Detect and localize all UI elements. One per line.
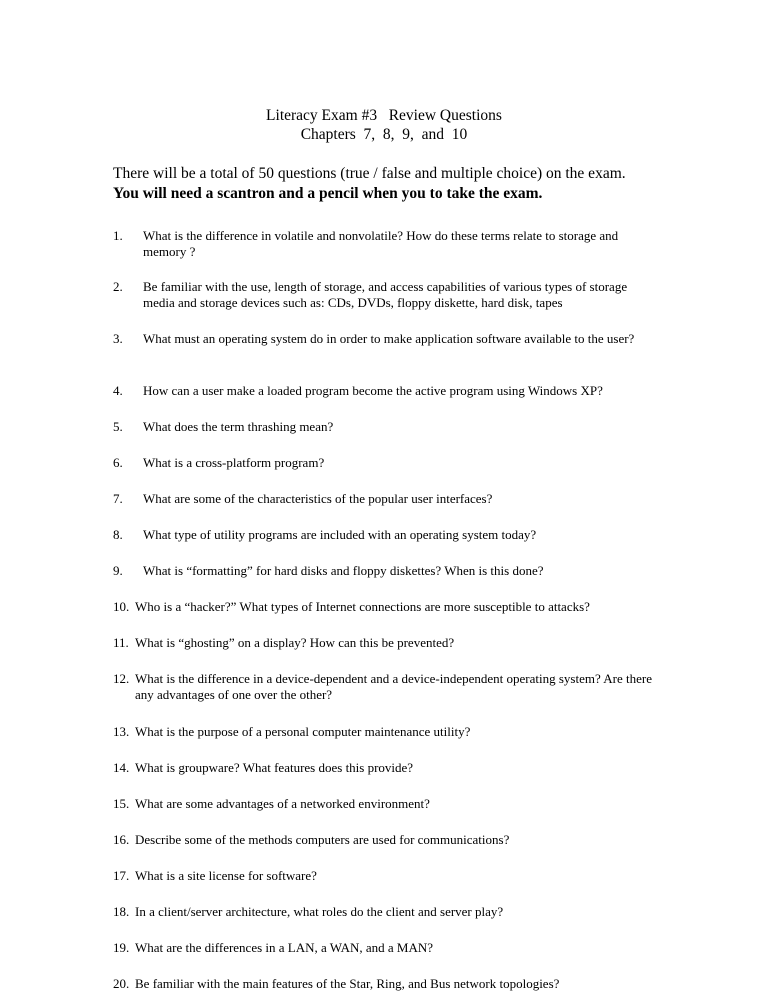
question-text: Who is a “hacker?” What types of Internet connections are more susceptible to attacks? (135, 599, 590, 614)
instructions-line-2: You will need a scantron and a pencil when you to take the exam. (113, 185, 543, 202)
question-number: 6. (113, 455, 123, 470)
question-text: What is the purpose of a personal computer maintenance utility? (135, 724, 471, 739)
question-number: 17. (113, 868, 130, 883)
question-number: 18. (113, 904, 130, 919)
question-text: What is groupware? What features does this provide? (135, 760, 414, 775)
question-number: 9. (113, 563, 123, 578)
question-number: 14. (113, 760, 130, 775)
instructions-line-1: There will be a total of 50 questions (true / false and multiple choice) on the exam. (113, 165, 626, 182)
question-text: Describe some of the methods computers are used for communications? (135, 832, 510, 847)
question-number: 5. (113, 419, 123, 434)
title-line-2: Chapters 7, 8, 9, and 10 (300, 126, 468, 143)
question-number: 15. (113, 796, 130, 811)
question-text: How can a user make a loaded program become the active program using Windows XP? (143, 383, 603, 398)
question-text: What does the term thrashing mean? (143, 419, 334, 434)
question-text: Be familiar with the use, length of storage, and access capabilities of various types of storage media and storage devices such as: CDs, DVDs, floppy diskette, hard disk, tapes (143, 279, 628, 310)
document-title (0, 106, 768, 144)
exam-instructions (113, 164, 673, 204)
question-number: 7. (113, 491, 123, 506)
question-text: What is the difference in volatile and nonvolatile? How do these terms relate to storage and memory ? (143, 228, 619, 259)
question-number: 8. (113, 527, 123, 542)
question-text: What is “formatting” for hard disks and floppy diskettes? When is this done? (143, 563, 544, 578)
question-text: What is “ghosting” on a display? How can this be prevented? (135, 635, 455, 650)
question-text: In a client/server architecture, what roles do the client and server play? (135, 904, 504, 919)
question-text: What is a cross-platform program? (143, 455, 325, 470)
question-number: 19. (113, 940, 130, 955)
question-number: 3. (113, 331, 123, 346)
question-number: 10. (113, 599, 130, 614)
question-number: 16. (113, 832, 130, 847)
question-number: 11. (113, 635, 129, 650)
question-number: 4. (113, 383, 123, 398)
question-text: What is the difference in a device-dependent and a device-independent operating system? Are there any advantages of one over the other? (135, 671, 653, 702)
question-number: 12. (113, 671, 130, 686)
title-line-1: Literacy Exam #3 Review Questions (266, 107, 502, 124)
question-number: 2. (113, 279, 123, 294)
question-text: Be familiar with the main features of the Star, Ring, and Bus network topologies? (135, 976, 560, 991)
question-text: What are the differences in a LAN, a WAN, and a MAN? (135, 940, 434, 955)
question-number: 1. (113, 228, 123, 243)
question-number: 13. (113, 724, 130, 739)
question-text: What must an operating system do in order to make application software available to the user? (143, 331, 635, 346)
question-number: 20. (113, 976, 130, 991)
question-text: What is a site license for software? (135, 868, 317, 883)
question-text: What type of utility programs are included with an operating system today? (143, 527, 537, 542)
question-text: What are some of the characteristics of the popular user interfaces? (143, 491, 493, 506)
question-text: What are some advantages of a networked environment? (135, 796, 430, 811)
